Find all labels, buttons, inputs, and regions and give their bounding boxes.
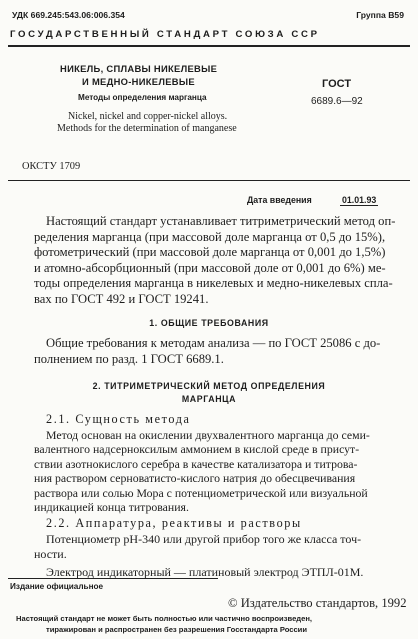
group-code: Группа В59 <box>356 10 404 20</box>
copyright-notice: © Издательство стандартов, 1992 <box>228 596 407 610</box>
intro-paragraph <box>34 214 402 308</box>
text-line: Потенциометр рН-340 или другой прибор того же класса точ- <box>46 532 362 546</box>
subsection-2-1-paragraph <box>34 428 402 514</box>
footer-rule <box>8 578 218 579</box>
english-title-line2: Methods for the determination of manganese <box>57 123 237 134</box>
text-line: Настоящий стандарт устанавливает титриметрический метод оп- <box>46 214 396 228</box>
divider-rule <box>8 180 410 181</box>
text-line: ния раствором серноватисто-кислого натрия до обесцвечивания <box>34 471 356 486</box>
document-subtitle: Методы определения марганца <box>78 93 207 102</box>
section1-paragraph <box>34 336 402 367</box>
section2-heading-line1: 2. ТИТРИМЕТРИЧЕСКИЙ МЕТОД ОПРЕДЕЛЕНИЯ <box>92 381 326 391</box>
document-title-line2: И МЕДНО-НИКЕЛЕВЫЕ <box>82 76 195 87</box>
document-title-line1: НИКЕЛЬ, СПЛАВЫ НИКЕЛЕВЫЕ <box>60 63 218 74</box>
banner-rule <box>8 45 410 47</box>
section1-heading: 1. ОБЩИЕ ТРЕБОВАНИЯ <box>149 318 269 328</box>
reproduction-notice-line1: Настоящий стандарт не может быть полностью или частично воспроизведен, <box>16 614 313 623</box>
official-edition-label: Издание официальное <box>10 582 104 591</box>
text-line: раствора или солью Мора с потенциометрической или визуальной <box>34 485 368 500</box>
text-line: ствии азотнокислого серебра в качестве катализатора и титрова- <box>34 456 358 471</box>
gost-number: 6689.6—92 <box>311 96 363 107</box>
section2-heading-line2: МАРГАНЦА <box>181 394 237 404</box>
text-line: Метод основан на окислении двухвалентного марганца до семи- <box>46 428 370 442</box>
text-line: фотометрический (при массовой доле марганца от 0,001 до 1,5%) <box>34 245 386 260</box>
udk-code: УДК 669.245:543.06:006.354 <box>12 10 125 20</box>
text-line: полнением по разд. 1 ГОСТ 6689.1. <box>34 351 224 366</box>
text-line: тоды определения марганца в никелевых и медно-никелевых спла- <box>34 276 393 291</box>
subsection-2-2-paragraph <box>34 532 402 580</box>
text-line: и атомно-абсорбционный (при массовой доле от 0,001 до 6%) ме- <box>34 260 386 275</box>
intro-date-label: Дата введения <box>247 195 312 205</box>
state-standard-banner: ГОСУДАРСТВЕННЫЙ СТАНДАРТ СОЮЗА ССР <box>10 29 320 40</box>
text-line: ности. <box>34 547 67 561</box>
subsection-2-1-heading: 2.1. Сущность метода <box>46 412 191 426</box>
text-line: ределения марганца (при массовой доле марганца от 0,5 до 15%), <box>34 229 386 244</box>
intro-date-value: 01.01.93 <box>342 195 377 205</box>
subsection-2-2-heading: 2.2. Аппаратура, реактивы и растворы <box>46 516 302 530</box>
reproduction-notice-line2: тиражирован и распространен без разрешения Госстандарта России <box>46 625 308 634</box>
okstu-code: ОКСТУ 1709 <box>22 161 81 172</box>
text-line: валентного надсерноксилым аммонием в кислой среде в присут- <box>34 442 360 457</box>
english-title-line1: Nickel, nickel and copper-nickel alloys. <box>68 111 228 122</box>
text-line: вах по ГОСТ 492 и ГОСТ 19241. <box>34 291 209 306</box>
text-line: Электрод индикаторный — платиновый электрод ЭТПЛ-01М. <box>46 565 364 579</box>
text-line: Общие требования к методам анализа — по ГОСТ 25086 с до- <box>46 336 381 350</box>
text-line: индикацией конца титрования. <box>34 500 189 515</box>
gost-label: ГОСТ <box>322 78 352 90</box>
